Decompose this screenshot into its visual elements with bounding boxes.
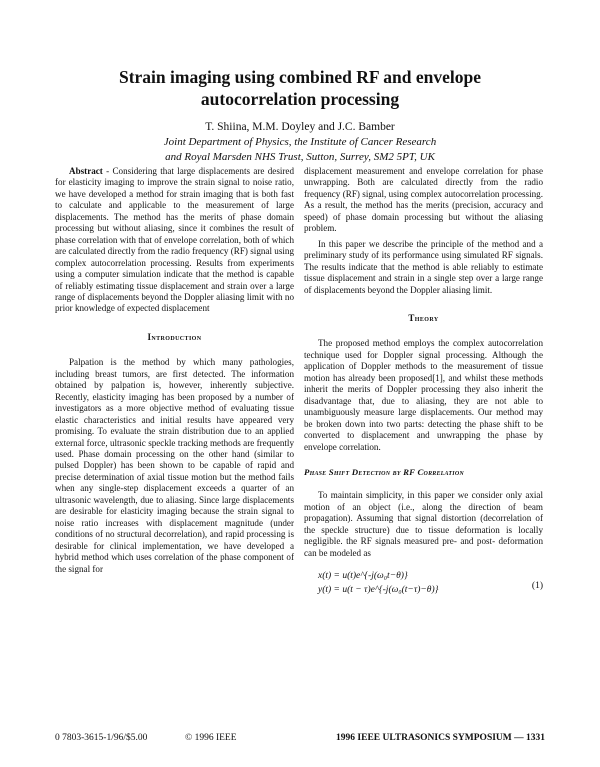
paper-title bbox=[60, 66, 540, 110]
equation-line-2: y(t) = u(t − τ)e^{-j(ω₀(t−τ)−θ)} bbox=[318, 585, 439, 596]
equation-number: (1) bbox=[531, 581, 543, 592]
footer-copyright: © 1996 IEEE bbox=[185, 733, 237, 743]
footer-code: 0 7803-3615-1/96/$5.00 bbox=[55, 733, 148, 743]
footer-journal: 1996 IEEE ULTRASONICS SYMPOSIUM — 1331 bbox=[336, 733, 545, 743]
affiliation-line-2: and Royal Marsden NHS Trust, Sutton, Surrey, SM2 5PT, UK bbox=[165, 151, 435, 163]
authors: T. Shiina, M.M. Doyley and J.C. Bamber bbox=[205, 121, 395, 133]
theory-paragraph: The proposed method employs the complex autocorrelation technique used for Doppler signal processing. Although the application of Doppler methods to the measurement of tissue motion has already been proposed[1], and whilst these methods inherit the merits of Doppler processing they also inherit the disadvantage that, due to aliasing, they are not able to unambiguously measure large displacements. Our method may be broken down into two parts: detecting the phase shift to be converted to displacement and unwrapping the phase by envelope correlation. bbox=[304, 338, 543, 452]
equation-line-1: x(t) = u(t)e^{-j(ω₀t−θ)} bbox=[318, 571, 408, 582]
abstract bbox=[55, 166, 294, 315]
page-footer bbox=[55, 733, 545, 747]
introduction-heading: Introduction bbox=[147, 331, 202, 342]
right-column bbox=[304, 166, 543, 601]
equation-lines bbox=[318, 569, 438, 597]
abstract-text: - Considering that large displacements are desired for elasticity imaging to improve the strain signal to noise ratio, we have developed a method for strain imaging that is both fast to calculate and applicable to the measurement of large displacements. The method has the merits of phase domain processing but without aliasing, since it combines the result of phase correlation with that of envelope correlation, both of which are calculated directly from the radio frequency (RF) signal using complex autocorrelation processing. Results from experiments using a computer simulation indicate that the method is capable of reliably estimating tissue displacement and strain over a large range of displacements beyond the Doppler aliasing limit with no prior knowledge of expected displacement bbox=[55, 166, 294, 314]
theory-heading: Theory bbox=[408, 312, 439, 323]
title-line-1: Strain imaging using combined RF and envelope bbox=[118, 67, 482, 87]
abstract-label: Abstract bbox=[69, 166, 103, 176]
introduction-paragraph-2: In this paper we describe the principle of the method and a preliminary study of its performance using simulated RF signals. The results indicate that the method is able reliably to estimate tissue displacement and strain in a single step over a large range of displacements beyond the Doppler aliasing limit. bbox=[304, 238, 543, 295]
phase-shift-heading: Phase Shift Detection by RF Correlation bbox=[304, 466, 464, 477]
affiliation bbox=[60, 135, 540, 165]
affiliation-line-1: Joint Department of Physics, the Institute of Cancer Research bbox=[163, 136, 437, 148]
phase-shift-paragraph: To maintain simplicity, in this paper we consider only axial motion of an object (i.e., along the direction of beam propagation). Assuming that signal distortion (decorrelation of the speckle structure) due to tissue deformation is locally negligible. the RF signals measured pre- and post- deformation can be modeled as bbox=[304, 490, 543, 558]
introduction-continuation: displacement measurement and envelope correlation for phase unwrapping. Both are calculated directly from the radio frequency (RF) signal, using complex autocorrelation processing. As a result, the method has the merits (precision, accuracy and speed) of phase domain processing but without the aliasing problem. bbox=[304, 166, 543, 234]
equation-1 bbox=[304, 569, 543, 601]
introduction-paragraph: Palpation is the method by which many pathologies, including breast tumors, are first detected. The information obtained by palpation is, however, inherently subjective. Recently, elasticity imaging has been proposed by a number of investigators as a more objective method of evaluating tissue elastic characteristics and initial results have appeared very promising. To evaluate the strain distribution due to an applied external force, ultrasonic speckle tracking methods are frequently used. Phase domain processing on the other hand (similar to pulsed Doppler) has been shown to be capable of rapid and precise determination of axial tissue motion but the method fails when any single-step displacement exceeds a quarter of an ultrasonic wavelength, due to aliasing. Since large displacements are desirable for elasticity imaging because the strain signal to noise ratio increases with displacement magnitude (under conditions of no structural decorrelation), and rapid processing is desirable for clinical implementation, we have developed a hybrid method which uses correlation of the phase component of the signal for bbox=[55, 357, 294, 574]
left-column bbox=[55, 166, 294, 575]
title-line-2: autocorrelation processing bbox=[200, 89, 400, 109]
